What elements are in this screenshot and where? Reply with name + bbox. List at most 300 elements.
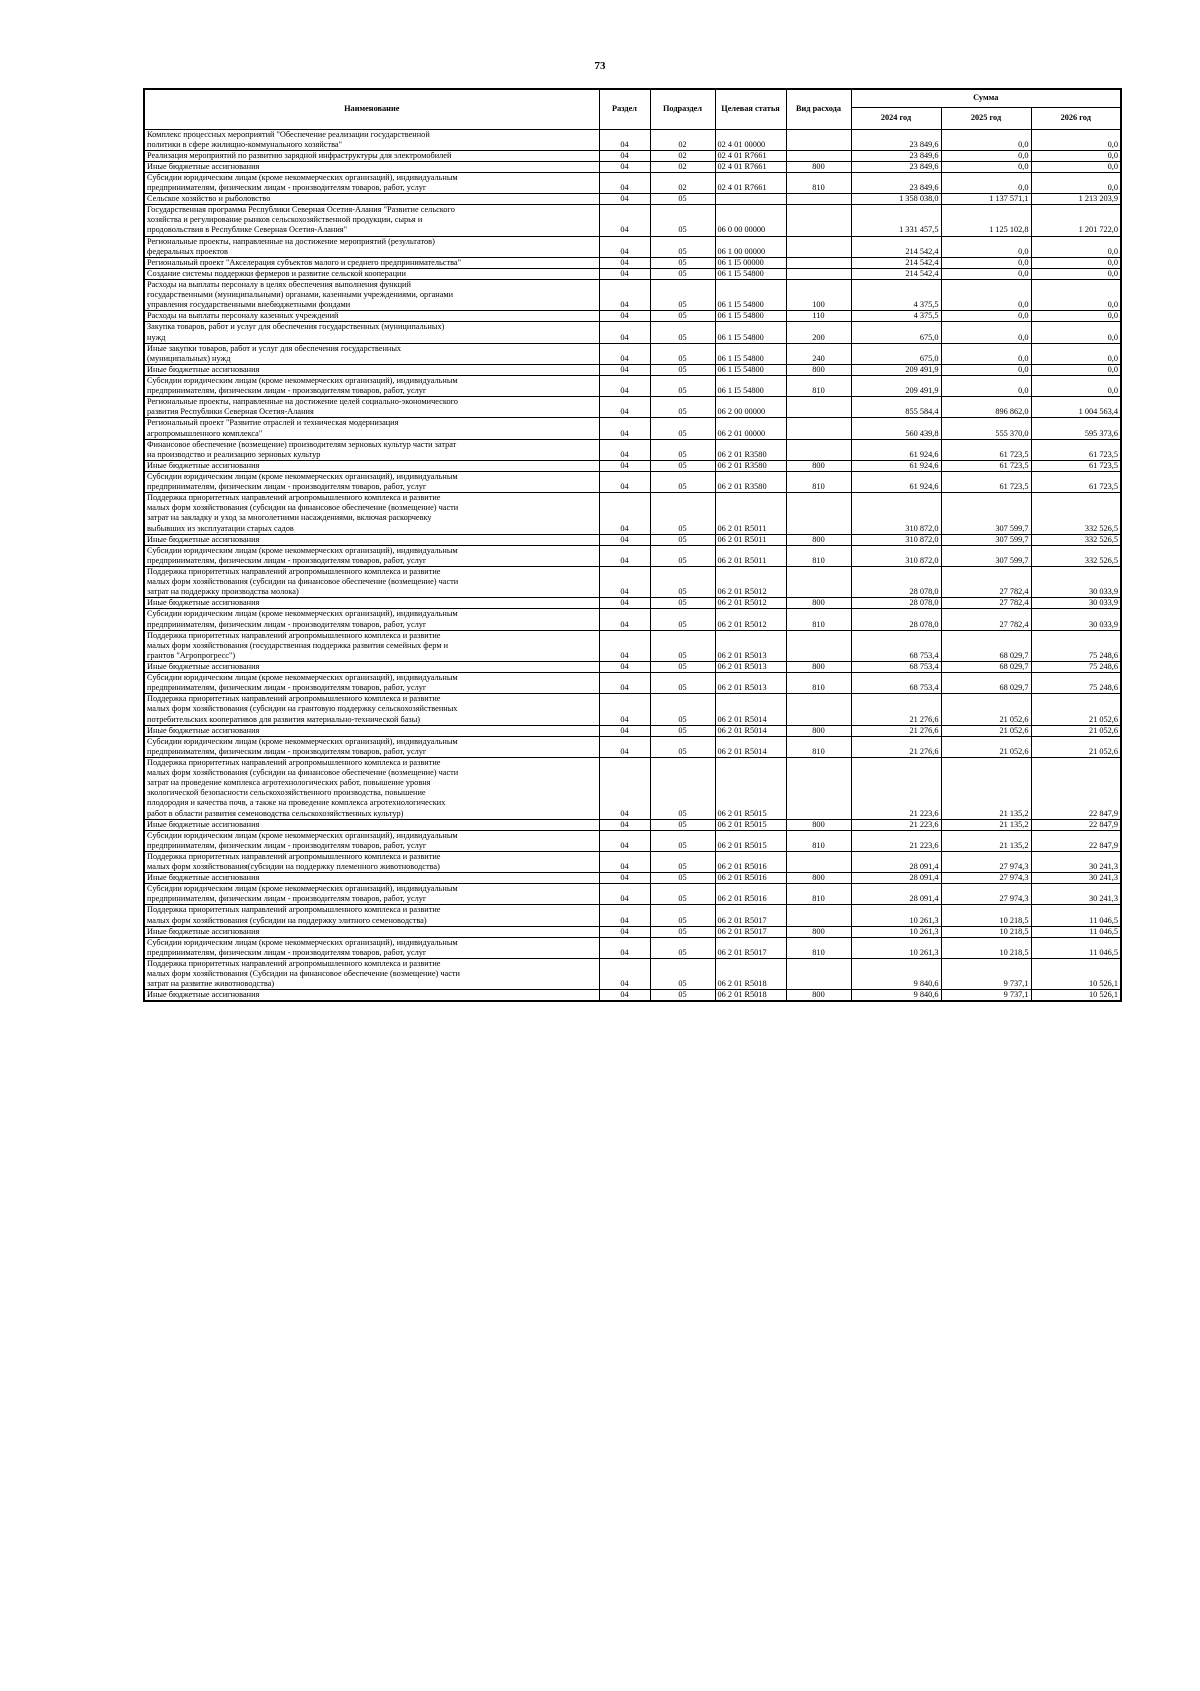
table-row — [144, 661, 1121, 672]
row-sum-2024: 1 331 457,5 — [851, 205, 941, 236]
row-sum-2026: 22 847,9 — [1031, 819, 1121, 830]
row-sum-2024: 10 261,3 — [851, 937, 941, 958]
row-expense-type: 810 — [786, 736, 851, 757]
row-name: Расходы на выплаты персоналу в целях обеспечения выполнения функций государственными (муниципальными) органами, казенными учреждениями, органами управления государственными внебюджетными фондами — [144, 280, 599, 311]
row-section: 04 — [599, 673, 650, 694]
row-name: Субсидии юридическим лицам (кроме некоммерческих организаций), индивидуальным предпринимателям, физическим лицам - производителям товаров, работ, услуг — [144, 545, 599, 566]
table-row — [144, 905, 1121, 926]
header-section: Раздел — [599, 89, 650, 129]
row-expense-type: 810 — [786, 545, 851, 566]
row-expense-type: 810 — [786, 609, 851, 630]
row-section: 04 — [599, 322, 650, 343]
row-expense-type: 800 — [786, 161, 851, 172]
row-expense-type — [786, 694, 851, 725]
table-row — [144, 129, 1121, 150]
row-sum-2024: 61 924,6 — [851, 439, 941, 460]
row-expense-type — [786, 257, 851, 268]
row-section: 04 — [599, 257, 650, 268]
row-subsection: 02 — [650, 129, 715, 150]
row-sum-2026: 0,0 — [1031, 129, 1121, 150]
row-expense-type — [786, 205, 851, 236]
row-sum-2024: 9 840,6 — [851, 990, 941, 1002]
row-expense-type — [786, 268, 851, 279]
row-section: 04 — [599, 418, 650, 439]
row-sum-2025: 1 137 571,1 — [941, 194, 1031, 205]
table-row — [144, 598, 1121, 609]
row-target: 06 2 01 R5014 — [715, 725, 786, 736]
row-target: 06 2 01 R5013 — [715, 661, 786, 672]
row-expense-type: 800 — [786, 534, 851, 545]
row-name: Иные бюджетные ассигнования — [144, 990, 599, 1002]
row-sum-2024: 4 375,5 — [851, 280, 941, 311]
row-sum-2025: 10 218,5 — [941, 926, 1031, 937]
table-row — [144, 418, 1121, 439]
row-sum-2026: 75 248,6 — [1031, 661, 1121, 672]
row-subsection: 05 — [650, 926, 715, 937]
row-section: 04 — [599, 851, 650, 872]
table-row — [144, 873, 1121, 884]
row-expense-type: 810 — [786, 673, 851, 694]
row-sum-2026: 30 241,3 — [1031, 884, 1121, 905]
row-section: 04 — [599, 566, 650, 597]
row-expense-type: 800 — [786, 990, 851, 1002]
row-section: 04 — [599, 830, 650, 851]
row-subsection: 05 — [650, 343, 715, 364]
row-sum-2025: 68 029,7 — [941, 661, 1031, 672]
row-sum-2024: 23 849,6 — [851, 129, 941, 150]
row-sum-2024: 61 924,6 — [851, 460, 941, 471]
row-name: Поддержка приоритетных направлений агропромышленного комплекса и развитие малых форм хозяйствования (государственная поддержка развития семейных ферм и грантов "Агропрогресс") — [144, 630, 599, 661]
row-expense-type — [786, 150, 851, 161]
row-sum-2026: 1 201 722,0 — [1031, 205, 1121, 236]
row-sum-2026: 30 241,3 — [1031, 851, 1121, 872]
row-target: 06 2 01 R5017 — [715, 937, 786, 958]
row-section: 04 — [599, 439, 650, 460]
row-target: 06 1 I5 54800 — [715, 376, 786, 397]
row-sum-2024: 28 091,4 — [851, 851, 941, 872]
row-name: Субсидии юридическим лицам (кроме некоммерческих организаций), индивидуальным предпринимателям, физическим лицам - производителям товаров, работ, услуг — [144, 830, 599, 851]
row-sum-2024: 10 261,3 — [851, 926, 941, 937]
row-target: 06 2 01 R5011 — [715, 545, 786, 566]
row-subsection: 05 — [650, 364, 715, 375]
table-row — [144, 205, 1121, 236]
table-row — [144, 397, 1121, 418]
row-sum-2025: 9 737,1 — [941, 959, 1031, 990]
row-section: 04 — [599, 194, 650, 205]
row-expense-type: 800 — [786, 873, 851, 884]
row-subsection: 05 — [650, 472, 715, 493]
row-sum-2026: 0,0 — [1031, 280, 1121, 311]
row-sum-2025: 307 599,7 — [941, 493, 1031, 534]
row-section: 04 — [599, 661, 650, 672]
row-sum-2025: 27 974,3 — [941, 873, 1031, 884]
row-subsection: 02 — [650, 161, 715, 172]
header-name: Наименование — [144, 89, 599, 129]
row-sum-2025: 68 029,7 — [941, 673, 1031, 694]
row-sum-2025: 61 723,5 — [941, 472, 1031, 493]
row-subsection: 05 — [650, 830, 715, 851]
row-name: Субсидии юридическим лицам (кроме некоммерческих организаций), индивидуальным предпринимателям, физическим лицам - производителям товаров, работ, услуг — [144, 673, 599, 694]
row-name: Региональный проект "Акселерация субъектов малого и среднего предпринимательства" — [144, 257, 599, 268]
row-name: Поддержка приоритетных направлений агропромышленного комплекса и развитие малых форм хозяйствования (субсидии на грантовую поддержку сельскохозяйственных потребительских кооперативов для развития материально-технической базы) — [144, 694, 599, 725]
row-target: 06 2 01 00000 — [715, 418, 786, 439]
table-row — [144, 194, 1121, 205]
row-name: Региональные проекты, направленные на достижение мероприятий (результатов) федеральных проектов — [144, 236, 599, 257]
row-sum-2026: 61 723,5 — [1031, 472, 1121, 493]
row-name: Иные бюджетные ассигнования — [144, 364, 599, 375]
row-expense-type — [786, 757, 851, 819]
row-sum-2025: 555 370,0 — [941, 418, 1031, 439]
row-subsection: 05 — [650, 873, 715, 884]
row-target: 06 2 01 R5017 — [715, 926, 786, 937]
row-expense-type — [786, 851, 851, 872]
table-row — [144, 937, 1121, 958]
row-name: Иные бюджетные ассигнования — [144, 598, 599, 609]
row-sum-2026: 11 046,5 — [1031, 937, 1121, 958]
table-row — [144, 673, 1121, 694]
table-row — [144, 493, 1121, 534]
row-name: Иные бюджетные ассигнования — [144, 819, 599, 830]
row-subsection: 05 — [650, 725, 715, 736]
row-sum-2024: 28 078,0 — [851, 609, 941, 630]
row-section: 04 — [599, 598, 650, 609]
table-row — [144, 257, 1121, 268]
row-target: 06 2 01 R5015 — [715, 830, 786, 851]
table-row — [144, 545, 1121, 566]
row-section: 04 — [599, 472, 650, 493]
row-target: 06 2 01 R5018 — [715, 959, 786, 990]
row-expense-type: 810 — [786, 937, 851, 958]
row-target: 06 1 I5 54800 — [715, 322, 786, 343]
table-row — [144, 172, 1121, 193]
row-sum-2025: 0,0 — [941, 129, 1031, 150]
row-sum-2025: 307 599,7 — [941, 545, 1031, 566]
row-section: 04 — [599, 609, 650, 630]
row-section: 04 — [599, 545, 650, 566]
row-expense-type: 800 — [786, 725, 851, 736]
row-sum-2025: 0,0 — [941, 161, 1031, 172]
row-target: 06 2 01 R5011 — [715, 534, 786, 545]
row-section: 04 — [599, 172, 650, 193]
row-sum-2024: 855 584,4 — [851, 397, 941, 418]
table-row — [144, 236, 1121, 257]
row-target: 06 1 I5 54800 — [715, 268, 786, 279]
row-target: 06 2 01 R3580 — [715, 472, 786, 493]
row-sum-2025: 0,0 — [941, 172, 1031, 193]
row-sum-2024: 214 542,4 — [851, 257, 941, 268]
row-subsection: 05 — [650, 905, 715, 926]
row-sum-2024: 209 491,9 — [851, 376, 941, 397]
row-expense-type — [786, 630, 851, 661]
row-sum-2024: 23 849,6 — [851, 161, 941, 172]
row-subsection: 02 — [650, 172, 715, 193]
row-sum-2024: 23 849,6 — [851, 172, 941, 193]
row-sum-2024: 214 542,4 — [851, 236, 941, 257]
row-sum-2026: 75 248,6 — [1031, 673, 1121, 694]
row-sum-2025: 0,0 — [941, 280, 1031, 311]
table-row — [144, 150, 1121, 161]
row-sum-2024: 21 223,6 — [851, 830, 941, 851]
row-subsection: 05 — [650, 757, 715, 819]
row-name: Иные бюджетные ассигнования — [144, 661, 599, 672]
row-sum-2025: 21 135,2 — [941, 757, 1031, 819]
row-subsection: 02 — [650, 150, 715, 161]
row-sum-2025: 0,0 — [941, 150, 1031, 161]
row-expense-type: 800 — [786, 661, 851, 672]
row-sum-2026: 0,0 — [1031, 311, 1121, 322]
row-expense-type: 240 — [786, 343, 851, 364]
table-row — [144, 280, 1121, 311]
row-name: Иные бюджетные ассигнования — [144, 725, 599, 736]
row-section: 04 — [599, 493, 650, 534]
row-subsection: 05 — [650, 376, 715, 397]
row-name: Поддержка приоритетных направлений агропромышленного комплекса и развитие малых форм хозяйствования(субсидии на поддержку племенного животноводства) — [144, 851, 599, 872]
row-name: Субсидии юридическим лицам (кроме некоммерческих организаций), индивидуальным предпринимателям, физическим лицам - производителям товаров, работ, услуг — [144, 937, 599, 958]
row-sum-2025: 27 974,3 — [941, 884, 1031, 905]
row-sum-2025: 10 218,5 — [941, 905, 1031, 926]
row-sum-2025: 21 052,6 — [941, 694, 1031, 725]
table-row — [144, 161, 1121, 172]
row-sum-2025: 0,0 — [941, 268, 1031, 279]
row-expense-type — [786, 439, 851, 460]
table-row — [144, 694, 1121, 725]
row-subsection: 05 — [650, 566, 715, 597]
table-row — [144, 725, 1121, 736]
row-name: Поддержка приоритетных направлений агропромышленного комплекса и развитие малых форм хозяйствования (субсидии на финансовое обеспечение (возмещение) части затрат на поддержку производства молока) — [144, 566, 599, 597]
row-target — [715, 194, 786, 205]
row-target: 06 2 01 R3580 — [715, 439, 786, 460]
row-section: 04 — [599, 884, 650, 905]
row-subsection: 05 — [650, 598, 715, 609]
row-expense-type — [786, 129, 851, 150]
row-target: 06 2 01 R5016 — [715, 884, 786, 905]
row-sum-2024: 28 091,4 — [851, 873, 941, 884]
row-name: Поддержка приоритетных направлений агропромышленного комплекса и развитие малых форм хозяйствования (субсидии на финансовое обеспечение (возмещение) части затрат на проведение комплекса агротехнологических работ, повышение уровня экологической безопасности сельскохозяйственного производства, повышение плодородия и качества почв, а также на проведение комплекса агротехнологических работ в области развития семеноводства сельскохозяйственных культур) — [144, 757, 599, 819]
table-row — [144, 630, 1121, 661]
table-row — [144, 460, 1121, 471]
row-section: 04 — [599, 757, 650, 819]
row-target: 06 2 01 R5012 — [715, 566, 786, 597]
row-sum-2024: 23 849,6 — [851, 150, 941, 161]
table-row — [144, 439, 1121, 460]
row-subsection: 05 — [650, 661, 715, 672]
row-subsection: 05 — [650, 884, 715, 905]
row-name: Субсидии юридическим лицам (кроме некоммерческих организаций), индивидуальным предпринимателям, физическим лицам - производителям товаров, работ, услуг — [144, 736, 599, 757]
header-sum: Сумма — [851, 89, 1121, 107]
row-expense-type: 800 — [786, 364, 851, 375]
row-sum-2026: 595 373,6 — [1031, 418, 1121, 439]
row-sum-2026: 10 526,1 — [1031, 990, 1121, 1002]
row-target: 06 1 I5 54800 — [715, 280, 786, 311]
row-section: 04 — [599, 268, 650, 279]
row-sum-2026: 0,0 — [1031, 172, 1121, 193]
row-subsection: 05 — [650, 959, 715, 990]
row-name: Субсидии юридическим лицам (кроме некоммерческих организаций), индивидуальным предпринимателям, физическим лицам - производителям товаров, работ, услуг — [144, 609, 599, 630]
row-target: 06 1 I5 54800 — [715, 364, 786, 375]
row-sum-2025: 0,0 — [941, 364, 1031, 375]
row-sum-2026: 11 046,5 — [1031, 905, 1121, 926]
row-sum-2025: 68 029,7 — [941, 630, 1031, 661]
row-sum-2026: 0,0 — [1031, 150, 1121, 161]
row-target: 06 2 01 R5013 — [715, 673, 786, 694]
row-sum-2025: 0,0 — [941, 236, 1031, 257]
row-subsection: 05 — [650, 205, 715, 236]
row-name: Субсидии юридическим лицам (кроме некоммерческих организаций), индивидуальным предпринимателям, физическим лицам - производителям товаров, работ, услуг — [144, 376, 599, 397]
row-target: 06 2 01 R5011 — [715, 493, 786, 534]
row-sum-2024: 68 753,4 — [851, 673, 941, 694]
row-subsection: 05 — [650, 819, 715, 830]
row-section: 04 — [599, 736, 650, 757]
row-expense-type: 810 — [786, 172, 851, 193]
row-sum-2025: 27 974,3 — [941, 851, 1031, 872]
row-sum-2026: 22 847,9 — [1031, 830, 1121, 851]
row-expense-type: 810 — [786, 472, 851, 493]
row-section: 04 — [599, 311, 650, 322]
row-sum-2025: 27 782,4 — [941, 609, 1031, 630]
row-sum-2024: 21 223,6 — [851, 757, 941, 819]
row-target: 06 2 01 R5018 — [715, 990, 786, 1002]
table-row — [144, 851, 1121, 872]
row-subsection: 05 — [650, 630, 715, 661]
row-target: 06 2 01 R5016 — [715, 873, 786, 884]
row-target: 02 4 01 00000 — [715, 129, 786, 150]
row-name: Субсидии юридическим лицам (кроме некоммерческих организаций), индивидуальным предпринимателям, физическим лицам - производителям товаров, работ, услуг — [144, 884, 599, 905]
table-row — [144, 566, 1121, 597]
row-target: 02 4 01 R7661 — [715, 161, 786, 172]
row-expense-type — [786, 959, 851, 990]
row-sum-2024: 28 078,0 — [851, 598, 941, 609]
row-sum-2026: 0,0 — [1031, 236, 1121, 257]
row-sum-2026: 21 052,6 — [1031, 725, 1121, 736]
row-section: 04 — [599, 280, 650, 311]
row-expense-type — [786, 566, 851, 597]
row-subsection: 05 — [650, 397, 715, 418]
row-sum-2024: 9 840,6 — [851, 959, 941, 990]
row-sum-2026: 332 526,5 — [1031, 493, 1121, 534]
row-sum-2024: 61 924,6 — [851, 472, 941, 493]
row-section: 04 — [599, 725, 650, 736]
row-expense-type: 100 — [786, 280, 851, 311]
row-sum-2024: 675,0 — [851, 322, 941, 343]
row-sum-2025: 0,0 — [941, 257, 1031, 268]
row-subsection: 05 — [650, 311, 715, 322]
row-subsection: 05 — [650, 694, 715, 725]
row-sum-2025: 0,0 — [941, 311, 1031, 322]
row-target: 06 0 00 00000 — [715, 205, 786, 236]
row-section: 04 — [599, 343, 650, 364]
row-name: Реализация мероприятий по развитию зарядной инфраструктуры для электромобилей — [144, 150, 599, 161]
row-sum-2026: 61 723,5 — [1031, 439, 1121, 460]
row-sum-2026: 30 241,3 — [1031, 873, 1121, 884]
row-name: Сельское хозяйство и рыболовство — [144, 194, 599, 205]
table-row — [144, 609, 1121, 630]
row-sum-2026: 21 052,6 — [1031, 694, 1121, 725]
row-sum-2024: 28 091,4 — [851, 884, 941, 905]
header-target: Целевая статья — [715, 89, 786, 129]
row-sum-2024: 310 872,0 — [851, 493, 941, 534]
row-expense-type — [786, 905, 851, 926]
row-subsection: 05 — [650, 418, 715, 439]
table-row — [144, 884, 1121, 905]
row-name: Государственная программа Республики Северная Осетия-Алания "Развитие сельского хозяйства и регулирование рынков сельскохозяйственной продукции, сырья и продовольствия в Республике Северная Осетия-Алания" — [144, 205, 599, 236]
table-body — [144, 129, 1121, 1001]
table-row — [144, 311, 1121, 322]
row-subsection: 05 — [650, 990, 715, 1002]
row-subsection: 05 — [650, 280, 715, 311]
row-sum-2025: 21 052,6 — [941, 736, 1031, 757]
row-section: 04 — [599, 534, 650, 545]
page-number: 73 — [594, 60, 606, 72]
row-name: Региональный проект "Развитие отраслей и техническая модернизация агропромышленного комплекса" — [144, 418, 599, 439]
row-target: 02 4 01 R7661 — [715, 172, 786, 193]
table-row — [144, 364, 1121, 375]
table-row — [144, 376, 1121, 397]
header-2025: 2025 год — [941, 107, 1031, 129]
row-target: 06 2 01 R5014 — [715, 694, 786, 725]
row-section: 04 — [599, 236, 650, 257]
row-section: 04 — [599, 376, 650, 397]
row-expense-type — [786, 397, 851, 418]
row-subsection: 05 — [650, 439, 715, 460]
row-target: 06 1 00 00000 — [715, 236, 786, 257]
row-sum-2024: 560 439,8 — [851, 418, 941, 439]
row-expense-type: 110 — [786, 311, 851, 322]
row-sum-2025: 0,0 — [941, 322, 1031, 343]
row-expense-type: 810 — [786, 884, 851, 905]
row-subsection: 05 — [650, 534, 715, 545]
table-row — [144, 926, 1121, 937]
row-expense-type — [786, 194, 851, 205]
row-sum-2024: 21 276,6 — [851, 736, 941, 757]
table-row — [144, 830, 1121, 851]
header-2024: 2024 год — [851, 107, 941, 129]
row-name: Региональные проекты, направленные на достижение целей социально-экономического развития Республики Северная Осетия-Алания — [144, 397, 599, 418]
row-target: 06 2 01 R5013 — [715, 630, 786, 661]
row-sum-2025: 21 052,6 — [941, 725, 1031, 736]
row-sum-2026: 11 046,5 — [1031, 926, 1121, 937]
table-row — [144, 819, 1121, 830]
table-row — [144, 343, 1121, 364]
row-target: 06 1 I5 00000 — [715, 257, 786, 268]
row-expense-type: 810 — [786, 376, 851, 397]
row-section: 04 — [599, 364, 650, 375]
row-subsection: 05 — [650, 268, 715, 279]
row-name: Поддержка приоритетных направлений агропромышленного комплекса и развитие малых форм хозяйствования (Субсидии на финансовое обеспечение (возмещение) части затрат на развитие животноводства) — [144, 959, 599, 990]
row-section: 04 — [599, 205, 650, 236]
row-sum-2026: 30 033,9 — [1031, 609, 1121, 630]
row-subsection: 05 — [650, 493, 715, 534]
row-sum-2026: 0,0 — [1031, 257, 1121, 268]
row-sum-2024: 68 753,4 — [851, 661, 941, 672]
table-row — [144, 736, 1121, 757]
row-target: 06 2 01 R5016 — [715, 851, 786, 872]
row-sum-2024: 28 078,0 — [851, 566, 941, 597]
row-section: 04 — [599, 819, 650, 830]
row-section: 04 — [599, 630, 650, 661]
row-expense-type: 800 — [786, 598, 851, 609]
row-subsection: 05 — [650, 257, 715, 268]
table-row — [144, 322, 1121, 343]
row-section: 04 — [599, 460, 650, 471]
row-sum-2025: 10 218,5 — [941, 937, 1031, 958]
row-sum-2024: 310 872,0 — [851, 534, 941, 545]
row-sum-2025: 896 862,0 — [941, 397, 1031, 418]
row-expense-type — [786, 493, 851, 534]
row-section: 04 — [599, 150, 650, 161]
row-name: Иные бюджетные ассигнования — [144, 460, 599, 471]
row-sum-2026: 1 004 563,4 — [1031, 397, 1121, 418]
row-sum-2024: 1 358 038,0 — [851, 194, 941, 205]
